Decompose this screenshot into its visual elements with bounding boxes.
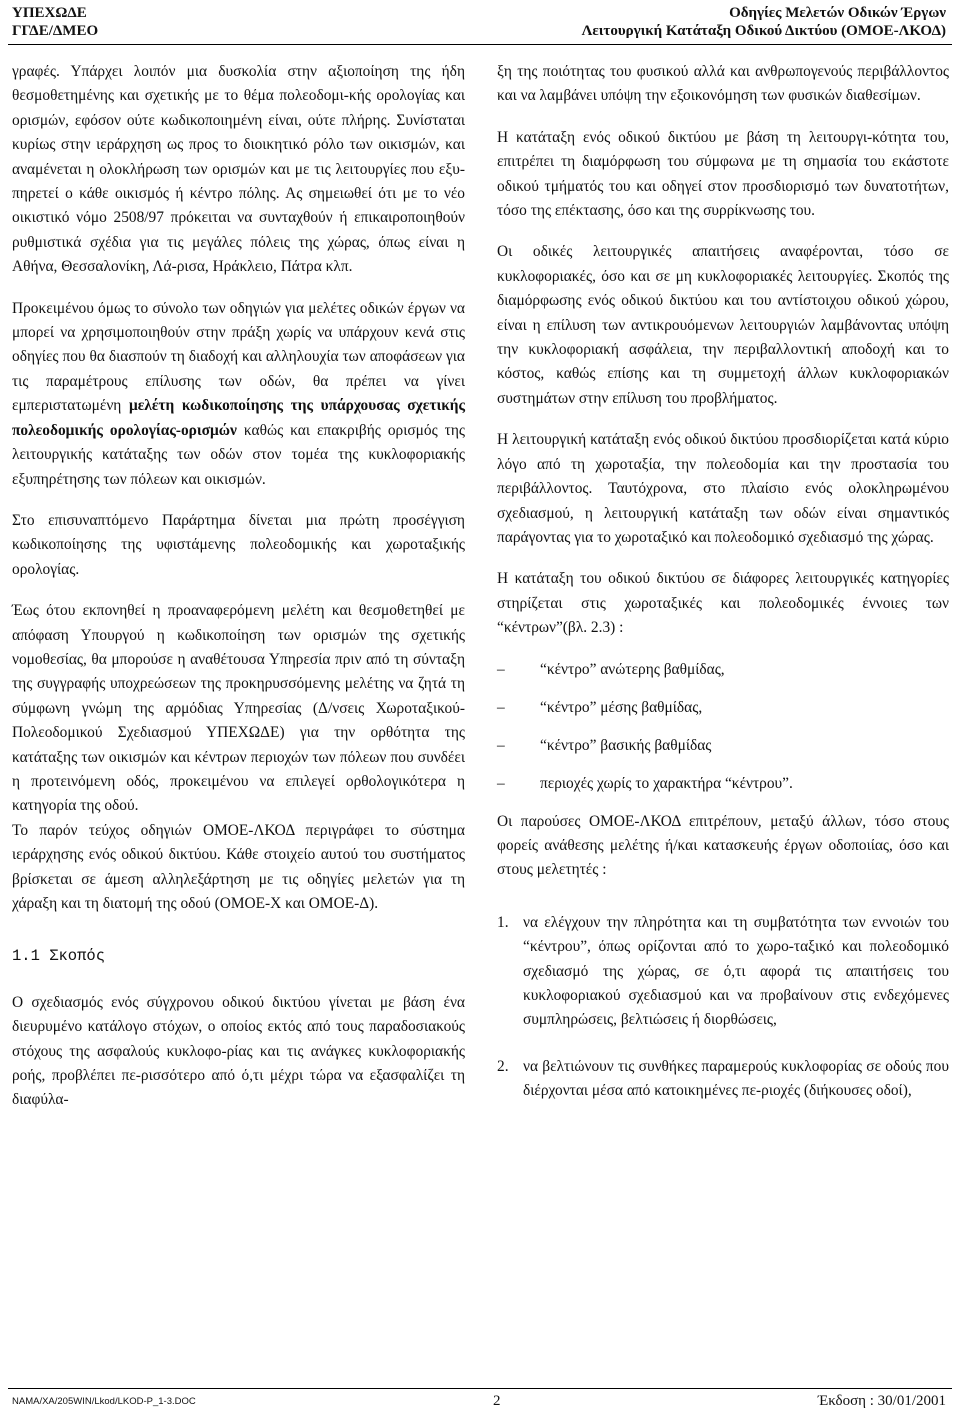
header-left	[12, 4, 98, 40]
list-item	[497, 911, 949, 1033]
document-title: Λειτουργική Κατάταξη Οδικού Δικτύου (ΟΜΟΕ-ΛΚΟΔ)	[581, 23, 946, 39]
list-item	[497, 658, 949, 682]
right-column	[497, 60, 949, 1126]
list-item	[497, 696, 949, 720]
paragraph: Οι οδικές λειτουργικές απαιτήσεις αναφέρονται, τόσο σε κυκλοφοριακές, όσο και σε μη κυκλοφοριακές λειτουργίες. Σκοπός της διαμόρφωσης ενός οδικού δικτύου και του αντίστοιχου οδικού χώρου, είναι η επίλυση των αντικρουόμενων λειτουργιών λαμβάνοντας υπόψη την κυκλοφοριακή ασφάλεια, την περιβαλλοντική αποδοχή και το κόστος, καθώς επίσης και τη συμμετοχή άλλων κυκλοφοριακών συστημάτων στην επίλυση του προβλήματος.	[497, 243, 949, 407]
header-divider	[8, 44, 952, 45]
section-heading: 1.1 Σκοπός	[12, 947, 106, 966]
numbered-list	[497, 911, 949, 1104]
department-label: ΓΓΔΕ/ΔΜΕΟ	[12, 23, 99, 39]
dash-bullet: –	[497, 774, 505, 792]
dash-bullet: –	[497, 698, 505, 716]
left-column	[12, 60, 465, 1130]
list-item-text: “κέντρο” ανώτερης βαθμίδας,	[540, 660, 725, 678]
paragraph: Έως ότου εκπονηθεί η προαναφερόμενη μελέτη και θεσμοθετηθεί με απόφαση Υπουργού η κωδικοποίηση των ορισμών της σχετικής νομοθεσίας, θα μπορούσε η αναθέτουσα Υπηρεσία πριν από τη σύνταξη της συγγραφής υποχρεώσεων της προκηρυσσόμενης μελέτης να ζητά τη σύμφωνη γνώμη της αρμόδιας Υπηρεσίας (Δ/νσεις Χωροταξικού-Πολεοδομικού Σχεδιασμού ΥΠΕΧΩΔΕ) για την ορθότητα της κατάταξης των οικισμών και κέντρων περιοχών των πόλεων που συνδέει η προτεινόμενη οδός, προκειμένου να επιλεγεί ορθολογικότερα η κατηγορία της οδού.	[12, 602, 465, 815]
list-item-text: “κέντρο” μέσης βαθμίδας,	[540, 698, 703, 716]
list-item	[497, 1055, 949, 1104]
document-series-title: Οδηγίες Μελετών Οδικών Έργων	[729, 5, 946, 21]
list-number: 1.	[497, 913, 509, 931]
paragraph: Η κατάταξη ενός οδικού δικτύου με βάση τη λειτουργι-κότητα του, επιτρέπει τη διαμόρφωση του σύμφωνα με τη σημασία του εκάστοτε οδικού τμήματός του και οδηγεί στον προσδιορισμό των δυνατοτήτων, τόσο της επέκτασης, όσο και της συρρίκνωσης του.	[497, 128, 949, 220]
dash-bullet: –	[497, 660, 505, 678]
edition-date: Έκδοση : 30/01/2001	[817, 1393, 946, 1409]
paragraph-text: καθώς και επακριβής ορισμός της λειτουργικής κατάταξης των οδών στον τομέα της κυκλοφοριακής εξυπηρέτησης των πόλεων και οικισμών.	[12, 421, 465, 488]
paragraph	[12, 297, 465, 492]
paragraph: Ο σχεδιασμός ενός σύγχρονου οδικού δικτύου γίνεται με βάση ένα διευρυμένο κατάλογο στόχων, ο οποίος εκτός από τους παραδοσιακούς στόχους της ασφαλούς κυκλοφο-ρίας και τις ανάγκες κυκλοφοριακής ροής, προβλέπει πε-ρισσότερο από ό,τι μέχρι τώρα να εξασφαλίζει τη διαφύλα-	[12, 993, 465, 1109]
page-number: 2	[493, 1393, 501, 1409]
list-item	[497, 772, 949, 796]
paragraph: Στο επισυναπτόμενο Παράρτημα δίνεται μια πρώτη προσέγγιση κωδικοποίησης της υφιστάμενης πολεοδομικής και χωροταξικής ορολογίας.	[12, 511, 465, 578]
paragraph: γραφές. Υπάρχει λοιπόν μια δυσκολία στην αξιοποίηση της ήδη θεσμοθετημένης και σχετικής με το θέμα πολεοδομι-κής ορολογίας και ορισμών, εφόσον ούτε κωδικοποιημένη είναι, ούτε πλήρης. Συνίσταται κυρίως στην ιεράρχηση ως προς το διοικητικό ρόλο των οικισμών, και αναμένεται η ολοκλήρωση των ορισμών και με τις λειτουργίες που εξυ-πηρετεί ο κάθε οικισμός ή κέντρο πόλης. Ας σημειωθεί ότι με το νέο οικιστικό νόμο 2508/97 πρόκειται να συνταχθούν ή επικαιροποιηθούν ρυθμιστικά σχέδια για τις μεγάλες πόλεις της χώρας, όπως είναι η Αθήνα, Θεσσαλονίκη, Λά-ρισα, Ηράκλειο, Πάτρα κλπ.	[12, 63, 465, 276]
footer-file-path: NAMA/XA/205WIN/Lkod/LKOD-P_1-3.DOC	[12, 1396, 196, 1407]
paragraph-text: Προκειμένου όμως το σύνολο των οδηγιών για μελέτες οδικών έργων να μπορεί να χρησιμοποιηθούν στην πράξη χωρίς να υπάρχουν κενά στις οδηγίες που θα διασπούν τη διαδοχή και αλληλουχία των αποφάσεων για τις παραμέτρους επίλυσης των οδών, θα πρέπει να γίνει εμπεριστατωμένη	[12, 299, 465, 415]
paragraph: ξη της ποιότητας του φυσικού αλλά και ανθρωπογενούς περιβάλλοντος και να λαμβάνει υπόψη την εξοικονόμηση των φυσικών διαθεσίμων.	[497, 63, 949, 105]
paragraph: Οι παρούσες ΟΜΟΕ-ΛΚΟΔ επιτρέπουν, μεταξύ άλλων, τόσο στους φορείς ανάθεσης μελέτης ή/και κατασκευής έργων οδοποιίας, όσο και στους μελετητές :	[497, 812, 949, 879]
paragraph: Το παρόν τεύχος οδηγιών ΟΜΟΕ-ΛΚΟΔ περιγράφει το σύστημα ιεράρχησης ενός οδικού δικτύου. Κάθε στοιχείο αυτού του συστήματος βρίσκεται σε άμεση αλληλεξάρτηση με τις οδηγίες μελετών για τη χάραξη και τη διατομή της οδού (ΟΜΟΕ-Χ και ΟΜΟΕ-Δ).	[12, 821, 465, 912]
emphasized-text: μελέτη κωδικοποίησης της υπάρχουσας σχετικής πολεοδομικής ορολογίας-ορισμών	[12, 397, 466, 439]
ministry-label: ΥΠΕΧΩΔΕ	[12, 5, 87, 21]
list-item-text: περιοχές χωρίς το χαρακτήρα “κέντρου”.	[540, 774, 793, 792]
header-right	[582, 4, 946, 40]
dash-bullet: –	[497, 736, 505, 754]
list-item-text: να ελέγχουν την πληρότητα και τη συμβατότητα των εννοιών του “κέντρου”, όπως ορίζονται από το χωρο-ταξικό και πολεοδομικό σχεδιασμό της χώρας, σε ό,τι αφορά τις απαιτήσεις του κυκλοφοριακού σχεδιασμού και να προβαίνουν στις ενδεχόμενες συμπληρώσεις, βελτιώσεις ή διορθώσεις,	[523, 913, 949, 1029]
list-item-text: “κέντρο” βασικής βαθμίδας	[540, 736, 712, 754]
footer-divider	[8, 1388, 952, 1389]
paragraph: Η κατάταξη του οδικού δικτύου σε διάφορες λειτουργικές κατηγορίες στηρίζεται στις χωροταξικές και πολεοδομικές έννοιες των “κέντρων”(βλ. 2.3) :	[497, 570, 949, 637]
list-number: 2.	[497, 1057, 509, 1075]
list-item-text: να βελτιώνουν τις συνθήκες παραμερούς κυκλοφορίας σε οδούς που διέρχονται μέσα από κατοικημένες πε-ριοχές (διήκουσες οδοί),	[523, 1057, 949, 1100]
list-item	[497, 734, 949, 758]
paragraph: Η λειτουργική κατάταξη ενός οδικού δικτύου προσδιορίζεται κατά κύριο λόγο από τη χωροταξία, την πολεοδομία και την προστασία του περιβάλλοντος. Ταυτόχρονα, στο πλαίσιο ενός ολοκληρωμένου σχεδιασμού, η λειτουργική κατάταξη των οδών είναι σημαντικός παράγοντας για το χωροταξικό και πολεοδομικό σχεδιασμό της χώρας.	[497, 431, 949, 546]
center-levels-list	[497, 658, 949, 796]
